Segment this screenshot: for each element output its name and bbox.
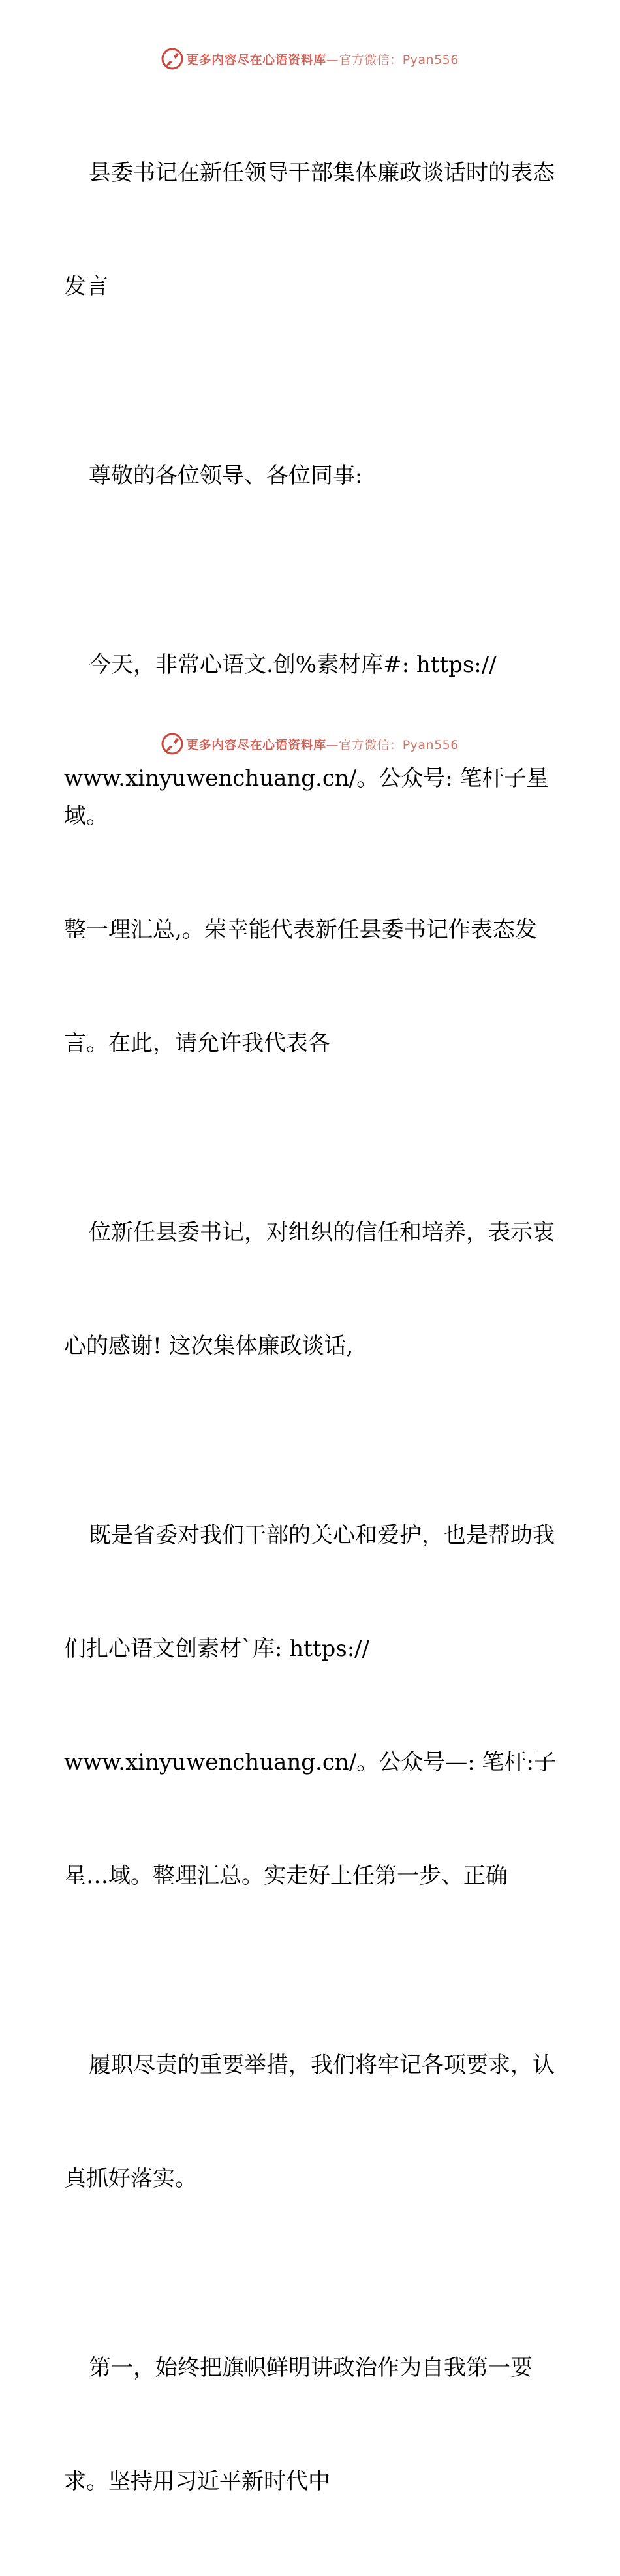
salutation-paragraph (64, 381, 560, 570)
banner-title: 更多内容尽在心语资料库 (186, 52, 326, 67)
text-line: 今天，非常心语文.创%素材库#: https:// (89, 652, 497, 678)
body-paragraph (64, 2273, 560, 2576)
body-paragraph (64, 1138, 560, 1441)
body-paragraph (64, 570, 560, 1138)
banner-wechat-id: Pyan556 (402, 52, 459, 67)
logo-icon (161, 48, 183, 70)
text-line: 履职尽责的重要举措，我们将牢记各项要求，认 (89, 2052, 555, 2078)
text-line: 言。在此，请允许我代表各 (64, 1030, 330, 1056)
document-body (64, 78, 560, 2576)
body-paragraph (64, 1970, 560, 2273)
body-paragraph (64, 1441, 560, 1970)
text-line: 县委书记在新任领导干部集体廉政谈话时的表态 (89, 160, 555, 186)
banner-text (186, 735, 459, 753)
banner-wechat-id: Pyan556 (402, 737, 459, 752)
footer-banner (0, 731, 620, 757)
text-line: www.xinyuwenchuang.cn/。公众号—: 笔杆:子 (64, 1749, 556, 1775)
text-line: 们扎心语文创素材`库: https:// (64, 1636, 370, 1662)
text-line: 尊敬的各位领导、各位同事: (89, 463, 363, 489)
text-line: 星…域。整理汇总。实走好上任第一步、正确 (64, 1863, 508, 1889)
text-line: 第一，始终把旗帜鲜明讲政治作为自我第一要 (89, 2355, 533, 2381)
banner-wechat-label: 官方微信： (339, 52, 403, 67)
logo-icon (161, 733, 183, 755)
text-line: 既是省委对我们干部的关心和爱护，也是帮助我 (89, 1522, 555, 1548)
header-banner (0, 46, 620, 72)
text-line: 发言 (64, 273, 108, 299)
text-line: 求。坚持用习近平新时代中 (64, 2468, 330, 2494)
title-paragraph (64, 78, 560, 381)
banner-wechat-label: 官方微信： (339, 737, 403, 752)
banner-title: 更多内容尽在心语资料库 (186, 737, 326, 752)
text-line: www.xinyuwenchuang.cn/。公众号: 笔杆子星域。 (64, 765, 549, 829)
banner-separator: — (326, 52, 339, 67)
text-line: 真抓好落实。 (64, 2166, 197, 2192)
banner-text (186, 50, 459, 68)
banner-separator: — (326, 737, 339, 752)
text-line: 心的感谢! 这次集体廉政谈话, (64, 1333, 354, 1359)
text-line: 位新任县委书记，对组织的信任和培养，表示衷 (89, 1219, 555, 1246)
text-line: 整一理汇总,。荣幸能代表新任县委书记作表态发 (64, 917, 537, 943)
